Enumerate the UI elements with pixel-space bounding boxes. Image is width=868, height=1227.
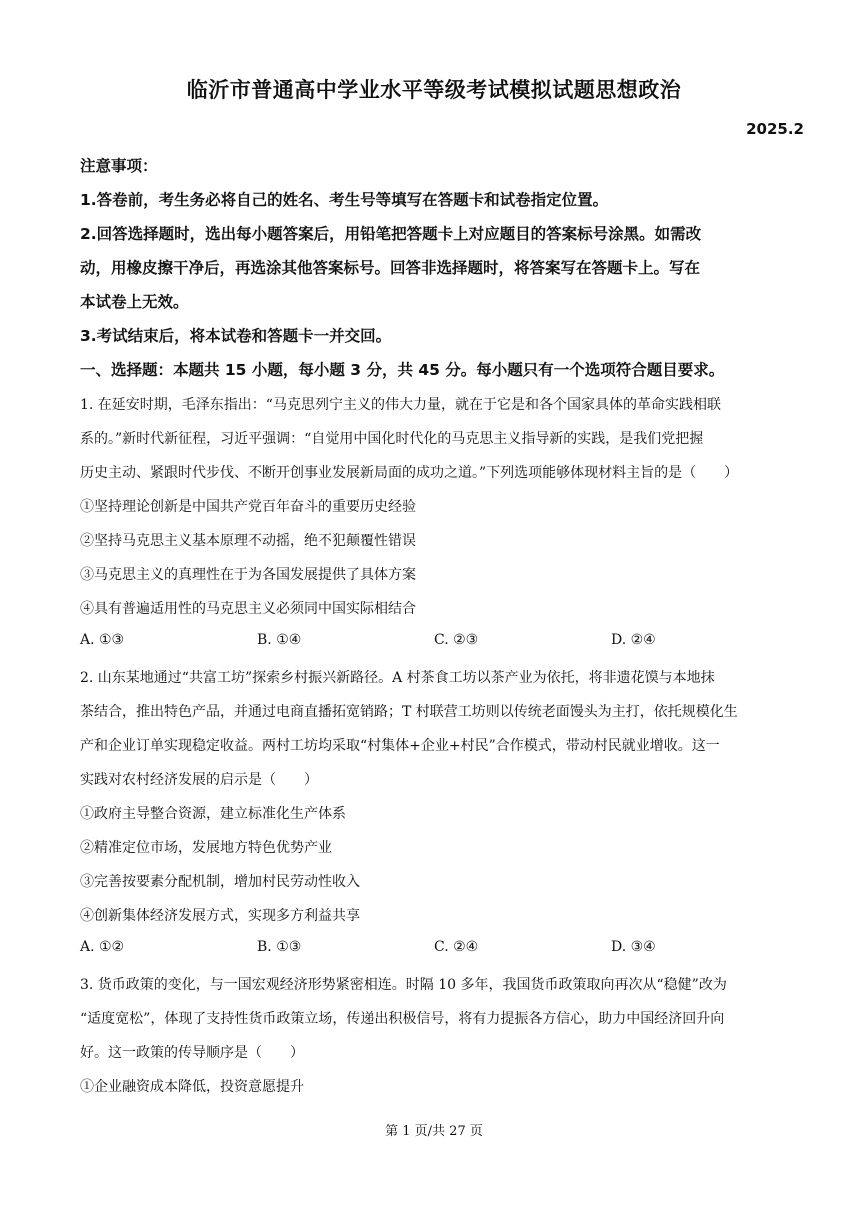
notice-heading: 注意事项：: [80, 157, 158, 175]
question-1-option: ①坚持理论创新是中国共产党百年奋斗的重要历史经验: [80, 499, 416, 515]
notice-item: 动，用橡皮擦干净后，再选涂其他答案标号。回答非选择题时，将答案写在答题卡上。写在: [80, 259, 701, 277]
question-1-option: ③马克思主义的真理性在于为各国发展提供了具体方案: [80, 567, 416, 583]
question-1-stem: 历史主动、紧跟时代步伐、不断开创事业发展新局面的成功之道。”下列选项能够体现材料主旨的是（ ）: [80, 465, 739, 481]
notice-item: 2.回答选择题时，选出每小题答案后，用铅笔把答题卡上对应题目的答案标号涂黑。如需改: [80, 225, 702, 243]
question-3-stem: 3. 货币政策的变化，与一国宏观经济形势紧密相连。时隔 10 多年，我国货币政策取向再次从“稳健”改为: [80, 977, 727, 993]
question-2-stem: 实践对农村经济发展的启示是（ ）: [80, 772, 318, 788]
question-2-stem: 茶结合，推出特色产品，并通过电商直播拓宽销路；T 村联营工坊则以传统老面馒头为主打，依托规模化生: [80, 704, 738, 720]
choice-d: D. ②④: [611, 632, 656, 648]
choice-a: A. ①③: [80, 632, 125, 648]
question-3-option: ①企业融资成本降低，投资意愿提升: [80, 1079, 304, 1095]
section-heading: 一、选择题：本题共 15 小题，每小题 3 分，共 45 分。每小题只有一个选项符合题目要求。: [80, 361, 725, 379]
question-1-option: ④具有普遍适用性的马克思主义必须同中国实际相结合: [80, 601, 416, 617]
question-3-stem: 好。这一政策的传导顺序是（ ）: [80, 1045, 304, 1061]
choice-d: D. ③④: [611, 939, 656, 955]
notice-item: 3.考试结束后，将本试卷和答题卡一并交回。: [80, 327, 392, 345]
choice-a: A. ①②: [80, 939, 125, 955]
question-2-option: ③完善按要素分配机制，增加村民劳动性收入: [80, 874, 360, 890]
question-1-option: ②坚持马克思主义基本原理不动摇，绝不犯颠覆性错误: [80, 533, 416, 549]
question-1-stem: 1. 在延安时期，毛泽东指出：“马克思列宁主义的伟大力量，就在于它是和各个国家具体的革命实践相联: [80, 397, 721, 413]
choice-c: C. ②③: [434, 632, 479, 648]
question-2-stem: 2. 山东某地通过“共富工坊”探索乡村振兴新路径。A 村茶食工坊以茶产业为依托，将非遗花馍与本地抹: [80, 670, 715, 686]
choice-c: C. ②④: [434, 939, 479, 955]
question-2-option: ②精准定位市场，发展地方特色优势产业: [80, 840, 332, 856]
question-2-stem: 产和企业订单实现稳定收益。两村工坊均采取“村集体+企业+村民”合作模式，带动村民就业增收。这一: [80, 738, 720, 754]
page-title: 临沂市普通高中学业水平等级考试模拟试题思想政治: [186, 78, 682, 102]
question-2-option: ①政府主导整合资源，建立标准化生产体系: [80, 806, 346, 822]
question-1-stem: 系的。”新时代新征程，习近平强调：“自觉用中国化时代化的马克思主义指导新的实践，是我们党把握: [80, 431, 704, 447]
question-3-stem: “适度宽松”，体现了支持性货币政策立场，传递出积极信号，将有力提振各方信心，助力中国经济回升向: [80, 1011, 725, 1027]
choice-b: B. ①③: [257, 939, 302, 955]
choice-b: B. ①④: [257, 632, 302, 648]
notice-item: 本试卷上无效。: [80, 293, 189, 311]
exam-date: 2025.2: [746, 120, 804, 138]
page-footer: 第 1 页/共 27 页: [385, 1124, 483, 1139]
notice-item: 1.答卷前，考生务必将自己的姓名、考生号等填写在答题卡和试卷指定位置。: [80, 191, 609, 209]
question-2-option: ④创新集体经济发展方式，实现多方利益共享: [80, 908, 360, 924]
